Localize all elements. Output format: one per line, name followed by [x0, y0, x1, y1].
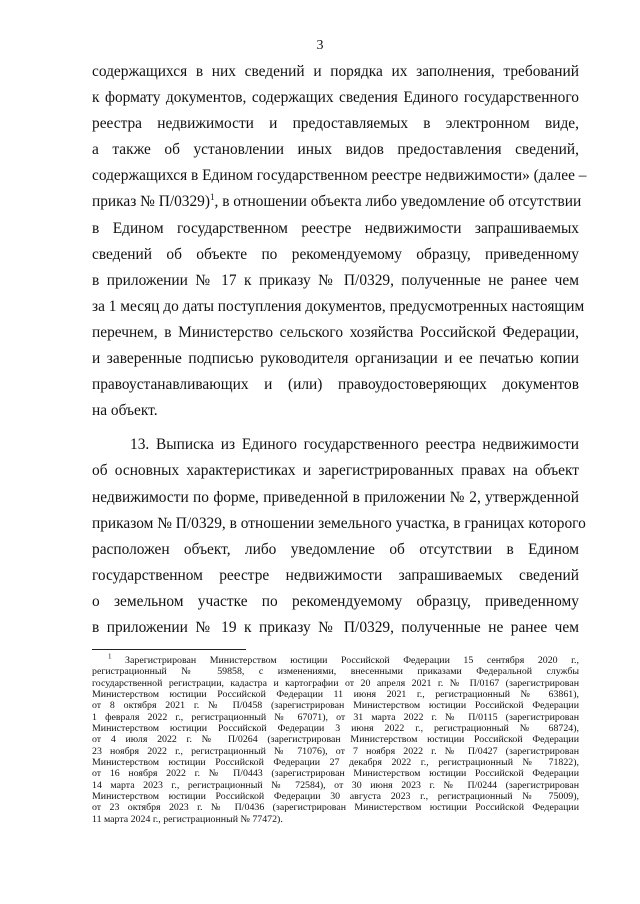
text-line: к формату документов, содержащих сведения Единого государственного [92, 89, 579, 107]
footnote-line: от 4 июля 2022 г. № П/0264 (зарегистрирован Министерством юстиции Российской Федерации [92, 734, 579, 746]
text-line: реестра недвижимости и предоставляемых в электронном виде, [92, 115, 579, 133]
footnote-line: Министерством юстиции Российской Федерации 11 июня 2021 г., регистрационный № 63861), [92, 689, 579, 701]
text-fragment: Зарегистрирован Министерством юстиции Российской Федерации 15 сентября 2020 г., [111, 655, 579, 666]
text-fragment: , в отношении объекта либо уведомление об отсутствии [214, 193, 582, 211]
main-text [92, 59, 587, 641]
footnote-mark: 1 [108, 652, 112, 661]
text-line: перечнем, в Министерство сельского хозяйства Российской Федерации, [92, 323, 579, 341]
footnote-line: от 23 октября 2023 г. № П/0436 (зарегистрирован Министерством юстиции Российской Федерации [92, 802, 579, 814]
footnote-line: Министерством юстиции Российской Федерации 27 декабря 2022 г., регистрационный № 71822), [92, 757, 579, 769]
text-line: на объект. [92, 402, 158, 420]
item-13-line: о земельном участке по рекомендуемому образцу, приведенному [92, 592, 579, 610]
footnote-line: от 16 ноября 2022 г. № П/0443 (зарегистрирован Министерством юстиции Российской Федерации [92, 768, 579, 780]
footnote-line: 11 марта 2024 г., регистрационный № 77472). [92, 813, 283, 825]
footnote-line: 14 марта 2023 г., регистрационный № 72584), от 30 июня 2023 г. № П/0244 (зарегистрирован [92, 779, 579, 791]
item-13-line: в приложении № 19 к приказу № П/0329, полученные не ранее чем [92, 618, 579, 636]
text-line: за 1 месяц до даты поступления документов, предусмотренных настоящим [92, 297, 585, 315]
text-line: правоустанавливающих и (или) правоудостоверяющих документов [92, 376, 579, 394]
footnote-line: 1 февраля 2022 г., регистрационный № 67071), от 31 марта 2022 г. № П/0115 (зарегистрирован [92, 711, 579, 723]
text-line: сведений об объекте по рекомендуемому образцу, приведенному [92, 245, 579, 263]
item-13-line: расположен объект, либо уведомление об отсутствии в Едином [92, 540, 579, 558]
text-line [92, 189, 582, 215]
footnote-line: от 8 октября 2021 г. № П/0458 (зарегистрирован Министерством юстиции Российской Федерации [92, 700, 579, 712]
text-line: в приложении № 17 к приказу № П/0329, полученные не ранее чем [92, 271, 579, 289]
footnote-line [92, 652, 579, 666]
paragraph-gap [92, 424, 579, 432]
footnote-line: государственной регистрации, кадастра и картографии от 20 апреля 2021 г. № П/0167 (зарегистрирован [92, 677, 579, 689]
item-13-line: недвижимости по форме, приведенной в приложении № 2, утвержденной [92, 488, 579, 506]
item-13-line: 13. Выписка из Единого государственного реестра недвижимости [130, 436, 579, 454]
text-line: и заверенные подписью руководителя организации и ее печатью копии [92, 350, 579, 368]
text-fragment: приказ № П/0329) [92, 193, 210, 211]
page-number: 3 [316, 38, 324, 53]
footnote [92, 652, 579, 825]
footnote-line: Министерством юстиции Российской Федерации 30 августа 2023 г., регистрационный № 75009), [92, 791, 579, 803]
text-line: а также об установлении иных видов предоставления сведений, [92, 141, 579, 159]
footnote-line: Министерством юстиции Российской Федерации 3 июня 2022 г., регистрационный № 68724), [92, 723, 579, 735]
item-13-line: об основных характеристиках и зарегистрированных правах на объект [92, 462, 579, 480]
footnote-line: 23 ноября 2022 г., регистрационный № 71076), от 7 ноября 2022 г. № П/0427 (зарегистрирован [92, 745, 579, 757]
text-line: содержащихся в Едином государственном реестре недвижимости» (далее – [92, 167, 587, 185]
text-line: содержащихся в них сведений и порядка их заполнения, требований [92, 63, 579, 80]
footnote-reference[interactable]: 1 [210, 192, 215, 203]
text-line: в Едином государственном реестре недвижимости запрашиваемых [92, 219, 579, 237]
footnote-divider [92, 649, 246, 650]
item-13-line: государственном реестре недвижимости запрашиваемых сведений [92, 566, 579, 584]
item-13-line: приказом № П/0329, в отношении земельного участка, в границах которого [92, 514, 586, 532]
footnote-line: регистрационный № 59858, с изменениями, внесенными приказами Федеральной службы [92, 666, 579, 678]
